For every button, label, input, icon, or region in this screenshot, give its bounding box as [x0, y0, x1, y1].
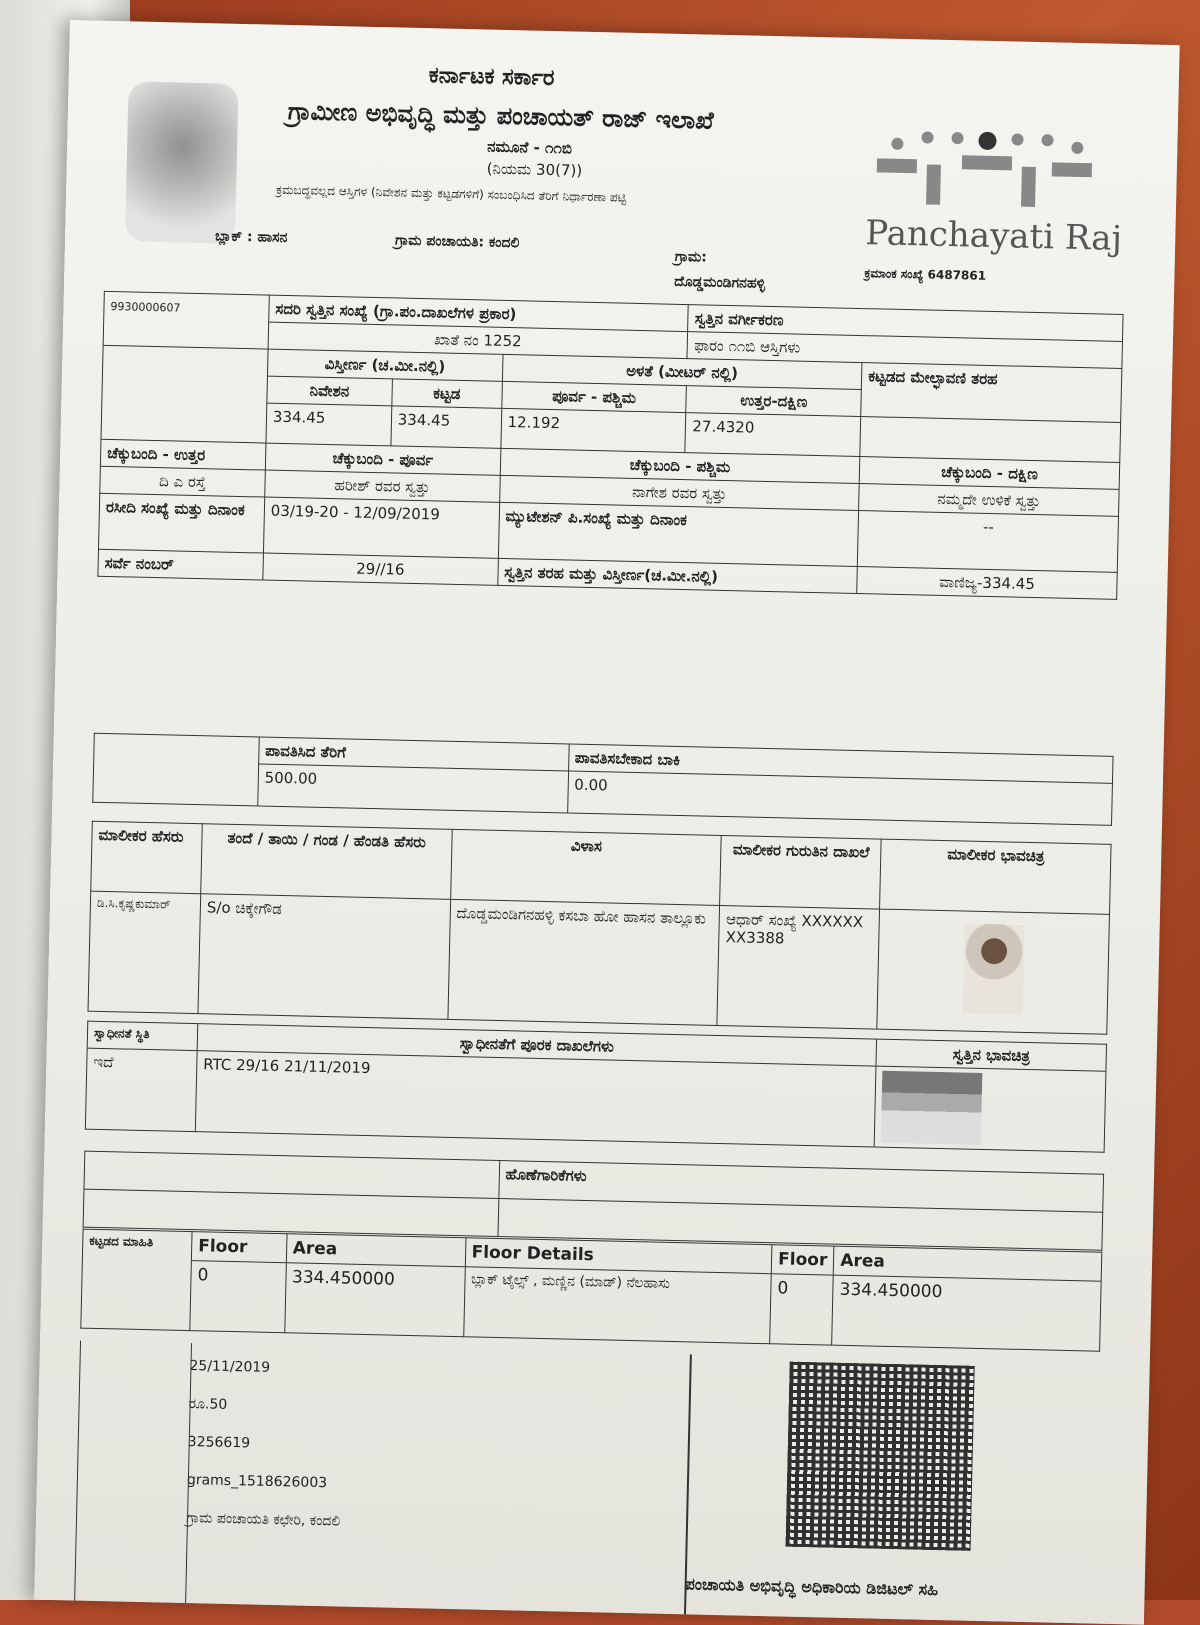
- footer-date: 25/11/2019: [189, 1358, 271, 1376]
- footer-values: [185, 1358, 344, 1551]
- relation-label: ತಂದೆ / ತಾಯಿ / ಗಂಡ / ಹೆಂಡತಿ ಹೆಸರು: [201, 824, 452, 900]
- survey-number: 29//16: [263, 553, 498, 585]
- floor-header-2: Floor: [771, 1245, 834, 1275]
- village-label: ಗ್ರಾಮ:: [674, 248, 708, 266]
- receipt-label: ರಸೀದಿ ಸಂಖ್ಯೆ ಮತ್ತು ದಿನಾಂಕ: [98, 493, 264, 553]
- tax-side-cell: [93, 733, 259, 806]
- mutation-label: ಮ್ಯುಟೇಶನ್ ಪಿ.ಸಂಖ್ಯೆ ಮತ್ತು ದಿನಾಂಕ: [498, 502, 859, 566]
- address-label: ವಿಳಾಸ: [450, 829, 721, 905]
- area-value: 334.450000: [284, 1263, 465, 1337]
- floor-details-value: ಬ್ಲಾಕ್ ಟೈಲ್ಸ್ , ಮಣ್ಣಿನ (ಮಾಡ್) ನೆಲಹಾಸು: [463, 1267, 771, 1344]
- tax-due-label: ಪಾವತಿಸಬೇಕಾದ ಬಾಕಿ: [568, 744, 1113, 783]
- documents-table: [85, 1021, 1107, 1153]
- dimension-side-cell: [101, 345, 268, 443]
- roof-label: ಕಟ್ಟಡದ ಮೇಲ್ಛಾವಣಿ ತರಹ: [861, 363, 1122, 423]
- property-class-label: ಸ್ವತ್ತಿನ ವರ್ಗೀಕರಣ: [688, 305, 1123, 342]
- tax-due: 0.00: [567, 771, 1112, 825]
- footer-fee: ರೂ.50: [188, 1396, 228, 1413]
- building-label: ಕಟ್ಟಡ: [392, 379, 502, 408]
- owner-id: ಆಧಾರ್ ಸಂಖ್ಯೆ XXXXXXXX3388: [717, 905, 880, 1029]
- panchayati-raj-logo-icon: [866, 118, 1108, 213]
- east-west-value: 12.192: [501, 408, 687, 452]
- site-label: ನಿವೇಶನ: [267, 376, 392, 406]
- property-id: 9930000607: [110, 299, 181, 315]
- east-bound-label: ಚೆಕ್ಕುಬಂದಿ - ಪೂರ್ವ: [265, 443, 500, 475]
- north-bound-label: ಚೆಕ್ಕುಬಂದಿ - ಉತ್ತರ: [100, 439, 265, 470]
- property-table: [97, 291, 1123, 600]
- form-number: ನಮೂನೆ - ೧೧ಬಿ: [487, 137, 573, 158]
- owner-photo: [962, 924, 1024, 1015]
- digital-signature-text: ಪಂಚಾಯತಿ ಅಭಿವೃದ್ಧಿ ಅಧಿಕಾರಿಯ ಡಿಜಿಟಲ್ ಸಹಿ: [684, 1574, 939, 1600]
- possession-value: ಇದೆ: [85, 1048, 197, 1131]
- owner-name-label: ಮಾಲೀಕರ ಹೆಸರು: [91, 821, 203, 893]
- owner-address: ದೊಡ್ಡಮಂಡಿಗನಹಳ್ಳಿ ಕಸಬಾ ಹೋ ಹಾಸನ ತಾಲ್ಲೂಕು: [448, 899, 720, 1025]
- area-label: ವಿಸ್ತೀರ್ಣ (ಚ.ಮೀ.ನಲ್ಲಿ): [267, 349, 502, 381]
- floor-value-2: 0: [770, 1274, 834, 1345]
- property-type-value: ವಾಣಿಜ್ಯ-334.45: [857, 567, 1117, 600]
- liabilities-label: ಹೊಣೆಗಾರಿಕೆಗಳು: [498, 1161, 1103, 1213]
- north-south-value: 27.4320: [685, 413, 861, 457]
- mutation-value: --: [858, 511, 1119, 573]
- floor-header: Floor: [191, 1232, 286, 1263]
- document-header: [63, 20, 1179, 335]
- owner-table: [88, 821, 1112, 1035]
- area-value-2: 334.450000: [832, 1275, 1101, 1351]
- east-west-label: ಪೂರ್ವ - ಪಶ್ಚಿಮ: [501, 381, 686, 412]
- khata-number: ಖಾತೆ ನಂ 1252: [268, 322, 688, 359]
- state-emblem-icon: [125, 81, 239, 243]
- dimension-label: ಅಳತೆ (ಮೀಟರ್ ನಲ್ಲಿ): [502, 354, 862, 389]
- serial-number: ಕ್ರಮಾಂಕ ಸಂಖ್ಯೆ 6487861: [864, 266, 987, 283]
- property-photo-cell: [874, 1066, 1106, 1152]
- east-bound: ಹರೀಶ್ ರವರ ಸ್ವತ್ತು: [265, 470, 500, 502]
- footer-code: 3256619: [187, 1434, 251, 1452]
- roof-value: [860, 417, 1121, 463]
- building-info-label: ಕಟ್ಟಡದ ಮಾಹಿತಿ: [81, 1229, 192, 1330]
- tax-table: [92, 733, 1113, 826]
- south-bound: ನಮ್ಮದೇ ಉಳಿಕೆ ಸ್ವತ್ತು: [859, 484, 1119, 517]
- logo-text: Panchayati Raj: [864, 213, 1123, 259]
- department-title: ಗ್ರಾಮೀಣ ಅಭಿವೃದ್ಧಿ ಮತ್ತು ಪಂಚಾಯತ್ ರಾಜ್ ಇಲಾಖೆ: [287, 96, 714, 135]
- tax-paid: 500.00: [258, 764, 569, 813]
- property-photo-label: ಸ್ವತ್ತಿನ ಭಾವಚಿತ್ರ: [876, 1039, 1106, 1071]
- property-id-cell: [103, 291, 269, 349]
- tax-paid-label: ಪಾವತಿಸಿದ ತೆರಿಗೆ: [258, 737, 568, 771]
- property-class-value: ಫಾರಂ ೧೧ಬಿ ಆಸ್ತಿಗಳು: [687, 332, 1122, 369]
- document-sheet: [34, 20, 1180, 1625]
- govt-title: ಕರ್ನಾಟಕ ಸರ್ಕಾರ: [428, 63, 555, 92]
- building-area: 334.45: [391, 406, 502, 448]
- survey-label: ಸರ್ವೆ ನಂಬರ್: [98, 549, 263, 580]
- possession-label: ಸ್ವಾಧೀನತೆ ಸ್ಥಿತಿ: [87, 1021, 197, 1050]
- owner-photo-label: ಮಾಲೀಕರ ಭಾವಚಿತ್ರ: [880, 839, 1111, 914]
- receipt-value: 03/19-20 - 12/09/2019: [263, 497, 499, 558]
- south-bound-label: ಚೆಕ್ಕುಬಂದಿ - ದಕ್ಷಿಣ: [859, 457, 1119, 490]
- form-subtitle: ಕ್ರಮಬದ್ಧವಲ್ಲದ ಆಸ್ತಿಗಳ (ನಿವೇಶನ ಮತ್ತು ಕಟ್ಟಡಗಳಿಗೆ) ಸಂಬಂಧಿಸಿದ ತೆರಿಗೆ ನಿರ್ಧಾರಣಾ ಪಟ್ಟಿ: [276, 182, 627, 205]
- rule-number: (ನಿಯಮ 30(7)): [486, 159, 583, 180]
- property-type-label: ಸ್ವತ್ತಿನ ತರಹ ಮತ್ತು ವಿಸ್ತೀರ್ಣ(ಚ.ಮೀ.ನಲ್ಲಿ): [497, 558, 857, 593]
- site-area: 334.45: [266, 403, 392, 446]
- area-header: Area: [286, 1234, 466, 1267]
- north-bound: ದಿ ಎ ರಸ್ತೆ: [100, 466, 265, 497]
- owner-relation: S/o ಚಿಕ್ಕೇಗೌಡ: [198, 894, 450, 1020]
- block-name: ಬ್ಲಾಕ್ : ಹಾಸನ: [214, 228, 288, 246]
- property-photo: [881, 1071, 983, 1145]
- owner-id-label: ಮಾಲೀಕರ ಗುರುತಿನ ದಾಖಲೆ: [720, 835, 881, 909]
- floor-details-header: Floor Details: [465, 1238, 772, 1274]
- property-no-label: ಸದರಿ ಸ್ವತ್ತಿನ ಸಂಖ್ಯೆ (ಗ್ರಾ.ಪಂ.ದಾಖಲೆಗಳ ಪ್ರಕಾರ): [269, 295, 689, 332]
- west-bound: ನಾಗೇಶ ರವರ ಸ್ವತ್ತು: [499, 475, 859, 510]
- documents-value: RTC 29/16 21/11/2019: [195, 1051, 876, 1147]
- village-name: ದೊಡ್ಡಮಂಡಿಗನಹಳ್ಳಿ: [674, 273, 766, 292]
- owner-name: ಡಿ.ಸಿ.ಕೃಷ್ಣಕುಮಾರ್: [88, 891, 201, 1013]
- footer-office: ಗ್ರಾಮ ಪಂಚಾಯತಿ ಕಛೇರಿ, ಕಂದಲಿ: [185, 1510, 341, 1530]
- footer-side-column: [74, 1341, 192, 1603]
- floor-value: 0: [190, 1261, 286, 1333]
- gram-panchayat: ಗ್ರಾಮ ಪಂಚಾಯತಿ: ಕಂದಲಿ: [394, 232, 520, 252]
- footer-ref: grams_1518626003: [186, 1472, 328, 1492]
- north-south-label: ಉತ್ತರ-ದಕ್ಷಿಣ: [686, 386, 861, 417]
- qr-code-icon: [786, 1362, 975, 1551]
- documents-label: ಸ್ವಾಧೀನತೆಗೆ ಪೂರಕ ದಾಖಲೆಗಳು: [197, 1024, 877, 1066]
- area-header-2: Area: [834, 1246, 1102, 1281]
- west-bound-label: ಚೆಕ್ಕುಬಂದಿ - ಪಶ್ಚಿಮ: [500, 448, 860, 483]
- owner-photo-cell: [877, 909, 1109, 1034]
